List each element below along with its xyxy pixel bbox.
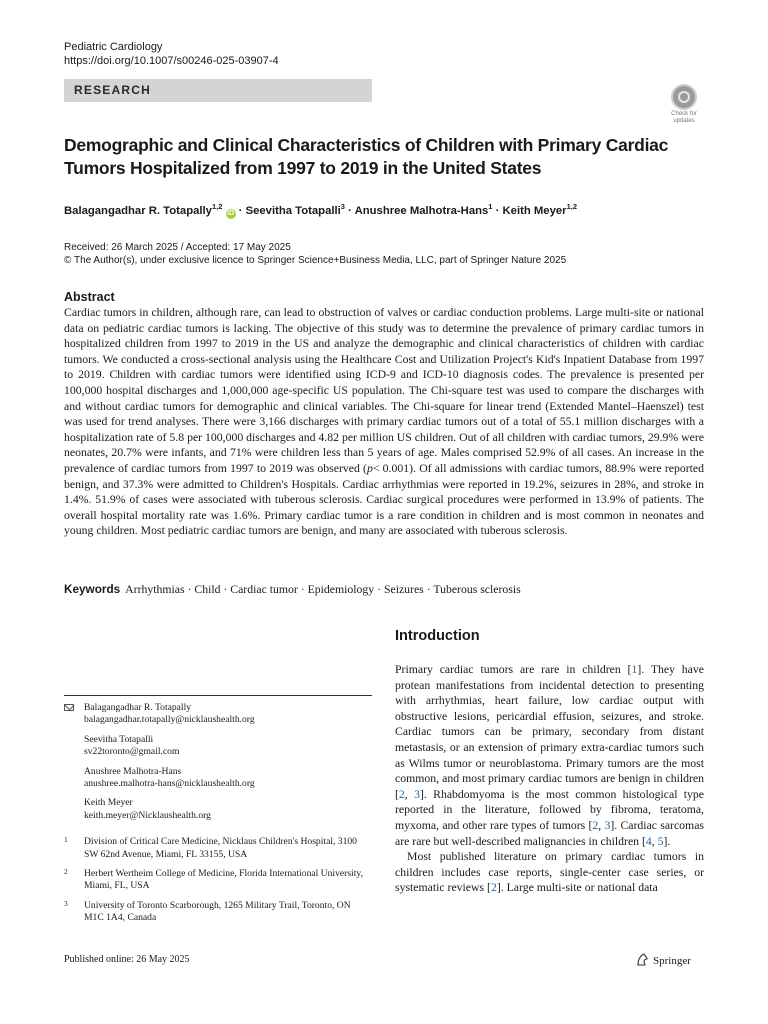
received-accepted-dates: Received: 26 March 2025 / Accepted: 17 May 2025 (64, 242, 291, 253)
author-affiliation-marker: 1,2 (566, 202, 577, 211)
article-title: Demographic and Clinical Characteristics of Children with Primary Cardiac Tumors Hospitalized from 1997 to 2019 in the United States (64, 135, 669, 178)
affiliation-text: University of Toronto Scarborough, 1265 Military Trail, Toronto, ON M1C 1A4, Canada (84, 899, 351, 924)
citation-link[interactable]: 3 (604, 818, 611, 832)
affiliation-text: Herbert Wertheim College of Medicine, Florida International University, Miami, FL, USA (84, 868, 363, 892)
author-name[interactable]: Seevitha Totapalli (245, 205, 341, 217)
correspondent-email[interactable]: anushree.malhotra-hans@nicklaushealth.org (84, 778, 255, 790)
keywords-list: Arrhythmias · Child · Cardiac tumor · Epidemiology · Seizures · Tuberous sclerosis (125, 583, 521, 596)
abstract-text: Cardiac tumors in children, although rare, can lead to obstruction of valves or cardiac conduction problems. Large multi-site or national data on pediatric cardiac tumors is lacking. The objective of this study was to determine the prevalence of primary cardiac tumors in hospitalized children from 1997 to 2019 in the US and analyze the demographic and clinical characteristics of children with cardiac tumors. We conducted a cross-sectional analysis using the Healthcare Cost and Utilization Project's Kid's Inpatient Database from 1997 to 2019. Children with cardiac tumors were identified using ICD-9 and ICD-10 diagnosis codes. The prevalence is presented per 100,000 hospital discharges and 1,000,000 age-specific US population. The Chi-square test was used to compare the discharges with and without cardiac tumors for demographic and clinical variables. The Chi-square for linear trend (Extended Mantel–Haenszel) test was used for trend analyses. There were 3,166 discharges with primary cardiac tumors out of a total of 55.1 million discharges with a hospitalization rate of 5.8 per 100,000 discharges and 4.82 per million US children. Out of all children with cardiac tumors, 29.9% were neonates, 20.7% were infants, and 71% were children less than 5 years of age. Males comprised 52.9% of all cases. An increase in the prevalence of cardiac tumors from 1997 to 2019 was observed (p< 0.001). Of all admissions with cardiac tumors, 88.9% were reported benign, and 37.3% were admitted to Children's Hospitals. Cardiac arrhythmias were reported in 19.2%, seizures in 28%, and stroke in 1.4%. 51.9% of cases were associated with tuberous sclerosis. Cardiac surgical procedures were performed in 13.9% of patients. The overall hospital mortality rate was 1.6%. Primary cardiac tumor is a rare condition in children and is most common in neonates and young children. Most pediatric cardiac tumors are benign, and many are associated with tuberous sclerosis. (64, 306, 704, 538)
correspondence-entry (84, 702, 372, 727)
correspondent-name: Seevitha Totapalli (84, 733, 154, 745)
journal-name: Pediatric Cardiology (64, 41, 163, 53)
author-name[interactable]: Anushree Malhotra-Hans (354, 205, 489, 217)
citation-link[interactable]: 1 (631, 663, 638, 676)
citation-link[interactable]: 2 (398, 787, 405, 801)
affiliation-entry (64, 867, 372, 893)
paragraph: Primary cardiac tumors are rare in children [1]. They have protean manifestations from incidental detection to presenting with arrhythmias, heart failure, low cardiac output with obstructive lesions, pericardial effusion, seizures, and stroke. Cardiac tumors can be primary, secondary from distant metastasis, or an extension of primary extra-cardiac tumors such as Wilms tumor or neuroblastoma. Primary tumors are the most common, and most primary cardiac tumors are benign in children [2, 3]. Rhabdomyoma is the most common histological type reported in the literature, followed by fibroma, teratoma, myxoma, and other rare types of tumors [2, 3]. Cardiac sarcomas are rare but well-described malignancies in children [4, 5]. (395, 663, 705, 848)
correspondent-name: Keith Meyer (84, 797, 133, 809)
check-for-updates-badge[interactable] (664, 84, 704, 124)
correspondent-name: Balagangadhar R. Totapally (84, 702, 192, 713)
paragraph: Most published literature on primary cardiac tumors in children includes case reports, single-center case series, or systematic reviews [2]. Large multi-site or national data (395, 850, 704, 895)
correspondent-email[interactable]: balagangadhar.totapally@nicklaushealth.org (84, 714, 255, 726)
footnote-divider (64, 695, 372, 696)
affiliation-number: 1 (64, 835, 68, 845)
citation-link[interactable]: 2 (592, 818, 599, 832)
doi-link[interactable]: https://doi.org/10.1007/s00246-025-03907-4 (64, 55, 279, 67)
correspondence-and-affiliations (64, 702, 372, 932)
citation-link[interactable]: 3 (414, 787, 420, 801)
citation-link[interactable]: 2 (490, 881, 497, 895)
keywords-label: Keywords (64, 583, 121, 596)
author-name[interactable]: Balagangadhar R. Totapally (64, 205, 212, 217)
introduction-heading: Introduction (395, 628, 480, 644)
introduction-text (395, 662, 704, 896)
correspondent-email[interactable]: sv22toronto@gmail.com (84, 746, 180, 758)
section-banner (64, 79, 372, 102)
keywords (64, 582, 704, 597)
correspondent-name: Anushree Malhotra-Hans (84, 765, 182, 777)
author-affiliation-marker: 1 (488, 202, 493, 211)
copyright-notice: © The Author(s), under exclusive licence to Springer Science+Business Media, LLC, part of Springer Nature 2025 (64, 255, 567, 266)
published-online-date: Published online: 26 May 2025 (64, 954, 190, 965)
abstract-heading: Abstract (64, 290, 115, 304)
affiliation-number: 3 (64, 898, 68, 908)
citation-link[interactable]: 4 (645, 834, 652, 848)
affiliation-entry (64, 835, 372, 861)
author-name[interactable]: Keith Meyer (502, 205, 567, 217)
springer-horse-icon (636, 953, 649, 966)
correspondence-entry (84, 797, 372, 822)
check-for-updates-text: Check for updates (671, 111, 697, 124)
envelope-icon (64, 704, 74, 711)
author-affiliation-marker: 1,2 (211, 202, 223, 211)
author-list: Balagangadhar R. Totapally$^{1,2}$ iD · Seevitha Totapalli$^3$ · Anushree Malhotra-Hans$^1$ · Keith Meyer$^{1,2}$ (64, 202, 577, 217)
correspondent-email[interactable]: keith.meyer@Nicklaushealth.org (84, 809, 211, 821)
affiliation-text: Division of Critical Care Medicine, Nicklaus Children's Hospital, 3100 SW 62nd Avenue, Miami, FL 33155, USA (84, 836, 357, 860)
orcid-icon[interactable]: iD (227, 210, 235, 217)
correspondence-entry (84, 734, 372, 759)
publisher-name: Springer (653, 955, 691, 967)
affiliation-entry (64, 898, 372, 925)
section-label: RESEARCH (74, 83, 151, 97)
check-for-updates-icon (671, 84, 697, 110)
citation-link[interactable]: 5 (657, 834, 664, 848)
affiliation-number: 2 (64, 867, 68, 877)
correspondence-entry (84, 766, 372, 791)
publisher-logo (636, 953, 691, 967)
author-affiliation-marker: 3 (340, 202, 345, 211)
